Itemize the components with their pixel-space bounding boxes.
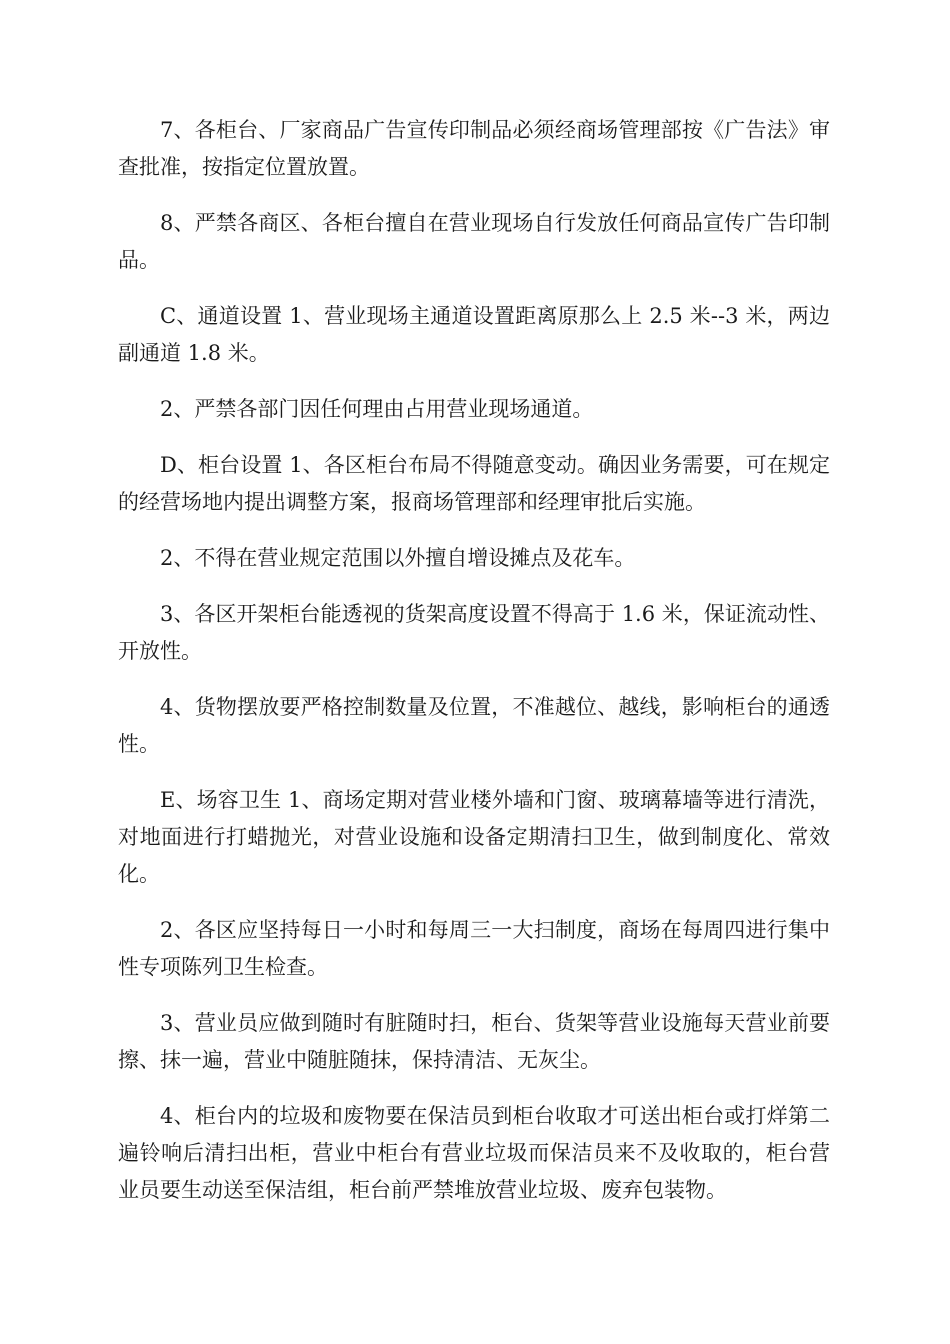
document-body: [118, 112, 830, 1228]
paragraph-e4: 4、柜台内的垃圾和废物要在保洁员到柜台收取才可送出柜台或打烊第二遍铃响后清扫出柜，营业中柜台有营业垃圾而保洁员来不及收取的，柜台营业员要生动送至保洁组，柜台前严禁堆放营业垃圾、废弃包装物。: [118, 1104, 830, 1202]
paragraph-d-counter: D、柜台设置 1、各区柜台布局不得随意变动。确因业务需要，可在规定的经营场地内提出调整方案，报商场管理部和经理审批后实施。: [118, 453, 830, 514]
paragraph-d2: 2、不得在营业规定范围以外擅自增设摊点及花车。: [160, 546, 636, 570]
paragraph-e3: 3、营业员应做到随时有脏随时扫，柜台、货架等营业设施每天营业前要擦、抹一遍，营业中随脏随抹，保持清洁、无灰尘。: [118, 1011, 830, 1072]
paragraph-d4: 4、货物摆放要严格控制数量及位置，不准越位、越线，影响柜台的通透性。: [118, 695, 830, 756]
paragraph-c2: 2、严禁各部门因任何理由占用营业现场通道。: [160, 397, 594, 421]
paragraph-c-aisle: C、通道设置 1、营业现场主通道设置距离原那么上 2.5 米--3 米，两边副通道 1.8 米。: [118, 304, 830, 365]
paragraph-d3: 3、各区开架柜台能透视的货架高度设置不得高于 1.6 米，保证流动性、开放性。: [118, 602, 830, 663]
paragraph-8: 8、严禁各商区、各柜台擅自在营业现场自行发放任何商品宣传广告印制品。: [118, 211, 830, 272]
paragraph-7: 7、各柜台、厂家商品广告宣传印制品必须经商场管理部按《广告法》审查批准，按指定位置放置。: [118, 118, 830, 179]
paragraph-e-hygiene: E、场容卫生 1、商场定期对营业楼外墙和门窗、玻璃幕墙等进行清洗，对地面进行打蜡抛光，对营业设施和设备定期清扫卫生，做到制度化、常效化。: [118, 788, 830, 886]
paragraph-e2: 2、各区应坚持每日一小时和每周三一大扫制度，商场在每周四进行集中性专项陈列卫生检查。: [118, 918, 830, 979]
